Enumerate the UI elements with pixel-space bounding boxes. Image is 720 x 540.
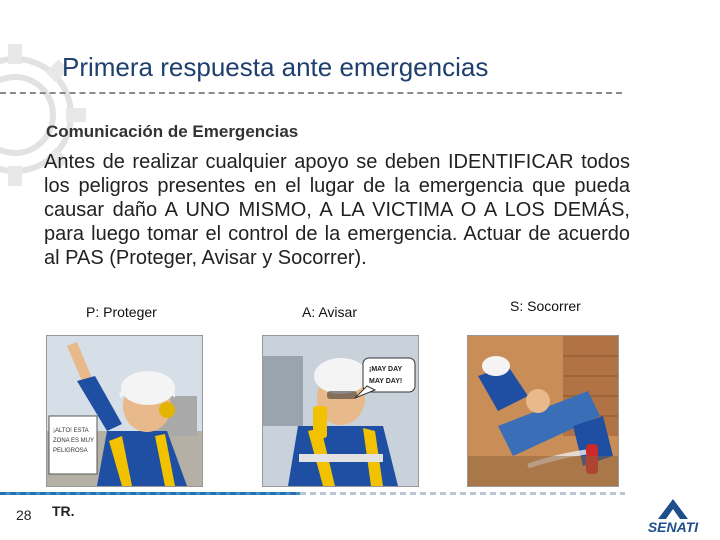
footer-tag: TR. xyxy=(52,503,75,519)
caption-protect: P: Proteger xyxy=(86,304,157,320)
section-subtitle: Comunicación de Emergencias xyxy=(46,122,299,141)
bubble-line-2: MAY DAY! xyxy=(369,378,403,385)
sign-line-2: ZONA ES MUY xyxy=(53,438,95,444)
logo-mark-icon xyxy=(640,495,706,521)
logo-text: SENATI xyxy=(647,519,699,535)
page-title: Primera respuesta ante emergencias xyxy=(62,52,489,82)
caption-alert: A: Avisar xyxy=(302,304,357,320)
illustration-alert xyxy=(262,335,419,487)
title-divider xyxy=(0,92,622,94)
worker-radio-illustration xyxy=(263,336,418,486)
page-number: 28 xyxy=(16,507,32,523)
worker-pointing-illustration xyxy=(47,336,202,486)
sign-line-3: PELIGROSA xyxy=(53,448,88,454)
senati-logo xyxy=(640,495,706,537)
footer-divider xyxy=(0,492,625,495)
body-paragraph: Antes de realizar cualquier apoyo se deben IDENTIFICAR todos los peligros presentes en el lugar de la emergencia que pueda causar daño A UNO MISMO, A LA VICTIMA O A LOS DEMÁS, para luego tomar el control de la emergencia. Actuar de acuerdo al PAS (Proteger, Avisar y Socorrer). xyxy=(44,151,630,269)
bubble-line-1: ¡MAY DAY xyxy=(369,366,403,373)
rescue-scene-illustration xyxy=(468,336,618,486)
caption-help: S: Socorrer xyxy=(510,298,581,314)
illustration-protect xyxy=(46,335,203,487)
illustration-help xyxy=(467,335,619,487)
sign-line-1: ¡ALTO! ESTA xyxy=(53,428,89,434)
